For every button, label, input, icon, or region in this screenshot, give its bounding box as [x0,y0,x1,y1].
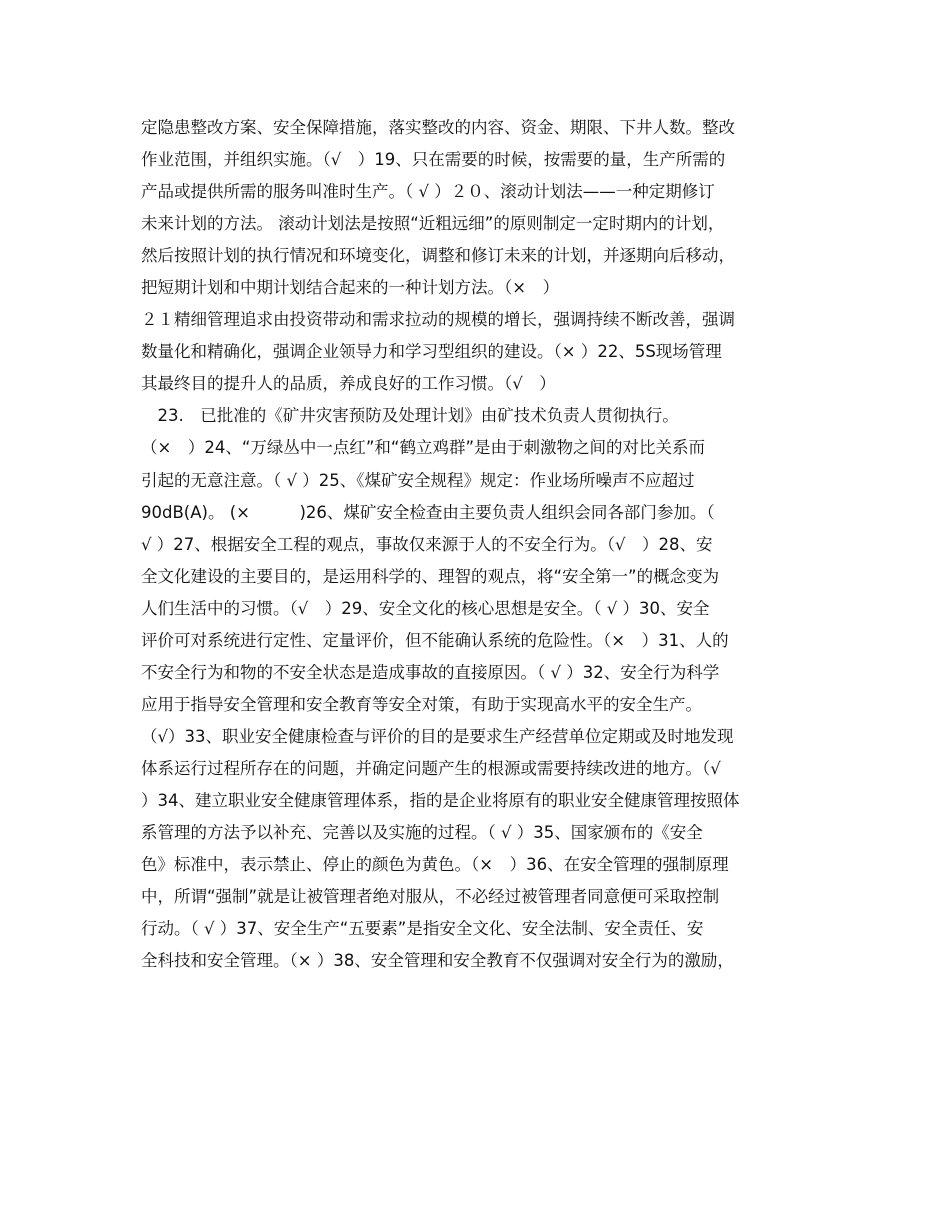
text-line: ２１精细管理追求由投资带动和需求拉动的规模的增长，强调持续不断改善，强调 [141,310,735,330]
text-line: （√）33、职业安全健康检查与评价的目的是要求生产经营单位定期或及时地发现 [141,726,734,746]
text-line: 作业范围，并组织实施。（√ ）19、只在需要的时候，按需要的量，生产所需的 [141,150,726,170]
text-line: 系管理的方法予以补充、完善以及实施的过程。（ √ ）35、国家颁布的《安全 [141,823,703,843]
text-line: 中，所谓“强制”就是让被管理者绝对服从，不必经过被管理者同意便可采取控制 [141,887,720,907]
text-line: 把短期计划和中期计划结合起来的一种计划方法。（× ） [141,278,560,298]
text-line: 应用于指导安全管理和安全教育等安全对策，有助于实现高水平的安全生产。 [141,694,702,714]
text-line: 不安全行为和物的不安全状态是造成事故的直接原因。（ √ ）32、安全行为科学 [141,662,720,682]
text-line: 全科技和安全管理。（× ）38、安全管理和安全教育不仅强调对安全行为的激励， [141,951,734,971]
text-line: √ ）27、根据安全工程的观点，事故仅来源于人的不安全行为。（√ ）28、安 [141,534,713,554]
text-line: ）34、建立职业安全健康管理体系，指的是企业将原有的职业安全健康管理按照体 [141,790,740,810]
text-line: 数量化和精确化，强调企业领导力和学习型组织的建设。（× ）22、5S现场管理 [141,342,722,362]
text-line: 90dB(A)。 (× )26、煤矿安全检查由主要负责人组织会同各部门参加。（ [141,502,715,522]
text-line: 产品或提供所需的服务叫准时生产。（ √ ）２０、滚动计划法——一种定期修订 [141,182,715,202]
text-line: 未来计划的方法。 滚动计划法是按照“近粗远细”的原则制定一定时期内的计划， [141,214,725,234]
text-line: （× ）24、“万绿丛中一点红”和“鹤立鸡群”是由于刺激物之间的对比关系而 [141,438,706,458]
text-line: 然后按照计划的执行情况和环境变化，调整和修订未来的计划，并逐期向后移动， [141,246,735,266]
text-line: 定隐患整改方案、安全保障措施，落实整改的内容、资金、期限、下井人数。整改 [141,118,735,137]
text-line: 评价可对系统进行定性、定量评价，但不能确认系统的危险性。（× ）31、人的 [141,630,729,650]
text-line: 人们生活中的习惯。（√ ）29、安全文化的核心思想是安全。（ √ ）30、安全 [141,598,710,618]
text-line: 体系运行过程所存在的问题，并确定问题产生的根源或需要持续改进的地方。（√ [141,758,721,778]
text-line: 色》标准中，表示禁止、停止的颜色为黄色。（× ）36、在安全管理的强制原理 [141,855,729,875]
text-line: 全文化建设的主要目的，是运用科学的、理智的观点，将“安全第一”的概念变为 [141,566,720,586]
text-line: 行动。（ √ ）37、安全生产“五要素”是指安全文化、安全法制、安全责任、安 [141,919,704,939]
text-line: 其最终目的提升人的品质，养成良好的工作习惯。（√ ） [141,374,556,394]
text-line: 23. 已批准的《矿井灾害预防及处理计划》由矿技术负责人贯彻执行。 [141,406,679,426]
text-line: 引起的无意注意。（ √ ）25、《煤矿安全规程》规定：作业场所噪声不应超过 [141,470,695,490]
body-text [141,112,816,977]
